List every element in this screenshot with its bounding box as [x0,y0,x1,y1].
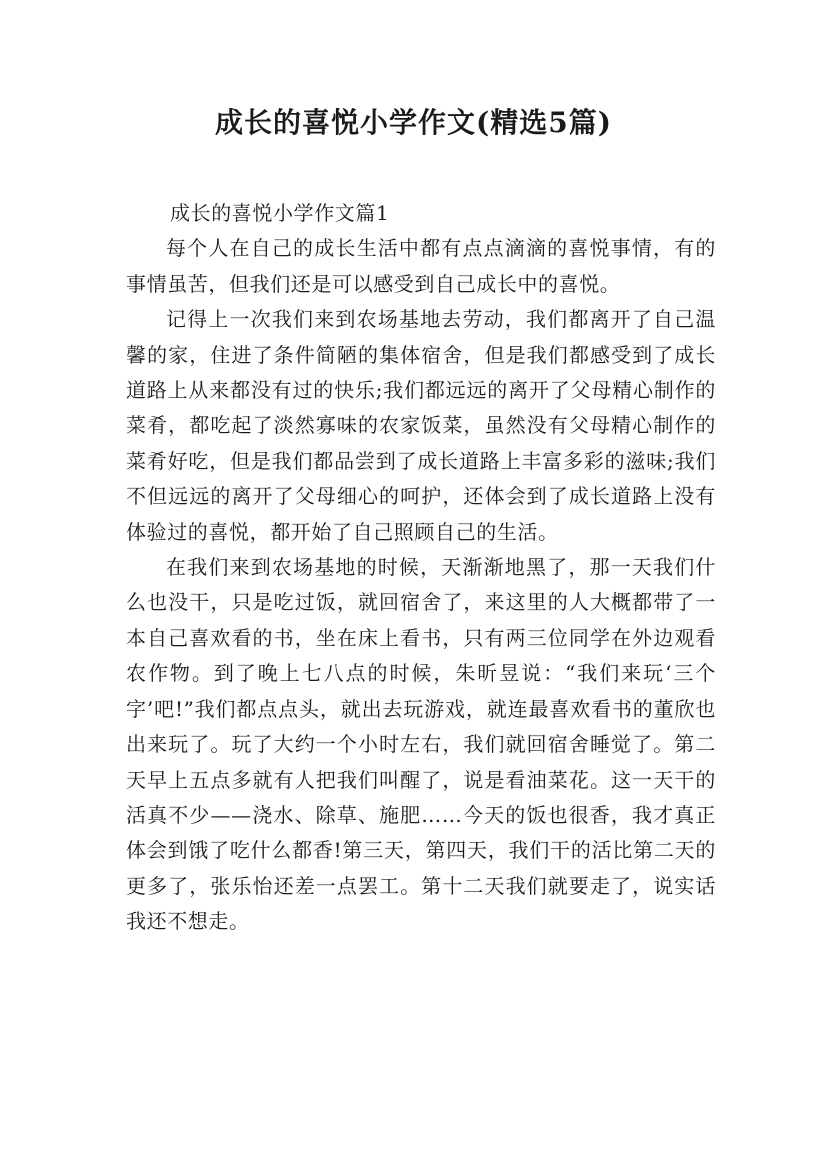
paragraph-2: 记得上一次我们来到农场基地去劳动，我们都离开了自己温馨的家，住进了条件简陋的集体宿舍，但是我们都感受到了成长道路上从来都没有过的快乐;我们都远远的离开了父母精心制作的菜肴，都吃起了淡然寡味的农家饭菜，虽然没有父母精心制作的菜肴好吃，但是我们都品尝到了成长道路上丰富多彩的滋味;我们不但远远的离开了父母细心的呵护，还体会到了成长道路上没有体验过的喜悦，都开始了自己照顾自己的生活。 [126,307,716,544]
section-heading: 成长的喜悦小学作文篇1 [170,201,390,225]
document-body [126,196,716,940]
paragraph-3: 在我们来到农场基地的时候，天渐渐地黑了，那一天我们什么也没干，只是吃过饭，就回宿舍了，来这里的人大概都带了一本自己喜欢看的书，坐在床上看书，只有两三位同学在外边观看农作物。到了晚上七八点的时候，朱昕昱说：“我们来玩‘三个字’吧!”我们都点点头，就出去玩游戏，就连最喜欢看书的董欣也出来玩了。玩了大约一个小时左右，我们就回宿舍睡觉了。第二天早上五点多就有人把我们叫醒了，说是看油菜花。这一天干的活真不少——浇水、除草、施肥……今天的饭也很香，我才真正体会到饿了吃什么都香!第三天，第四天，我们干的活比第二天的更多了，张乐怡还差一点罢工。第十二天我们就要走了，说实话我还不想走。 [126,555,716,934]
document-title: 成长的喜悦小学作文(精选5篇) [215,106,612,139]
paragraph-1: 每个人在自己的成长生活中都有点点滴滴的喜悦事情，有的事情虽苦，但我们还是可以感受到自己成长中的喜悦。 [126,236,716,296]
